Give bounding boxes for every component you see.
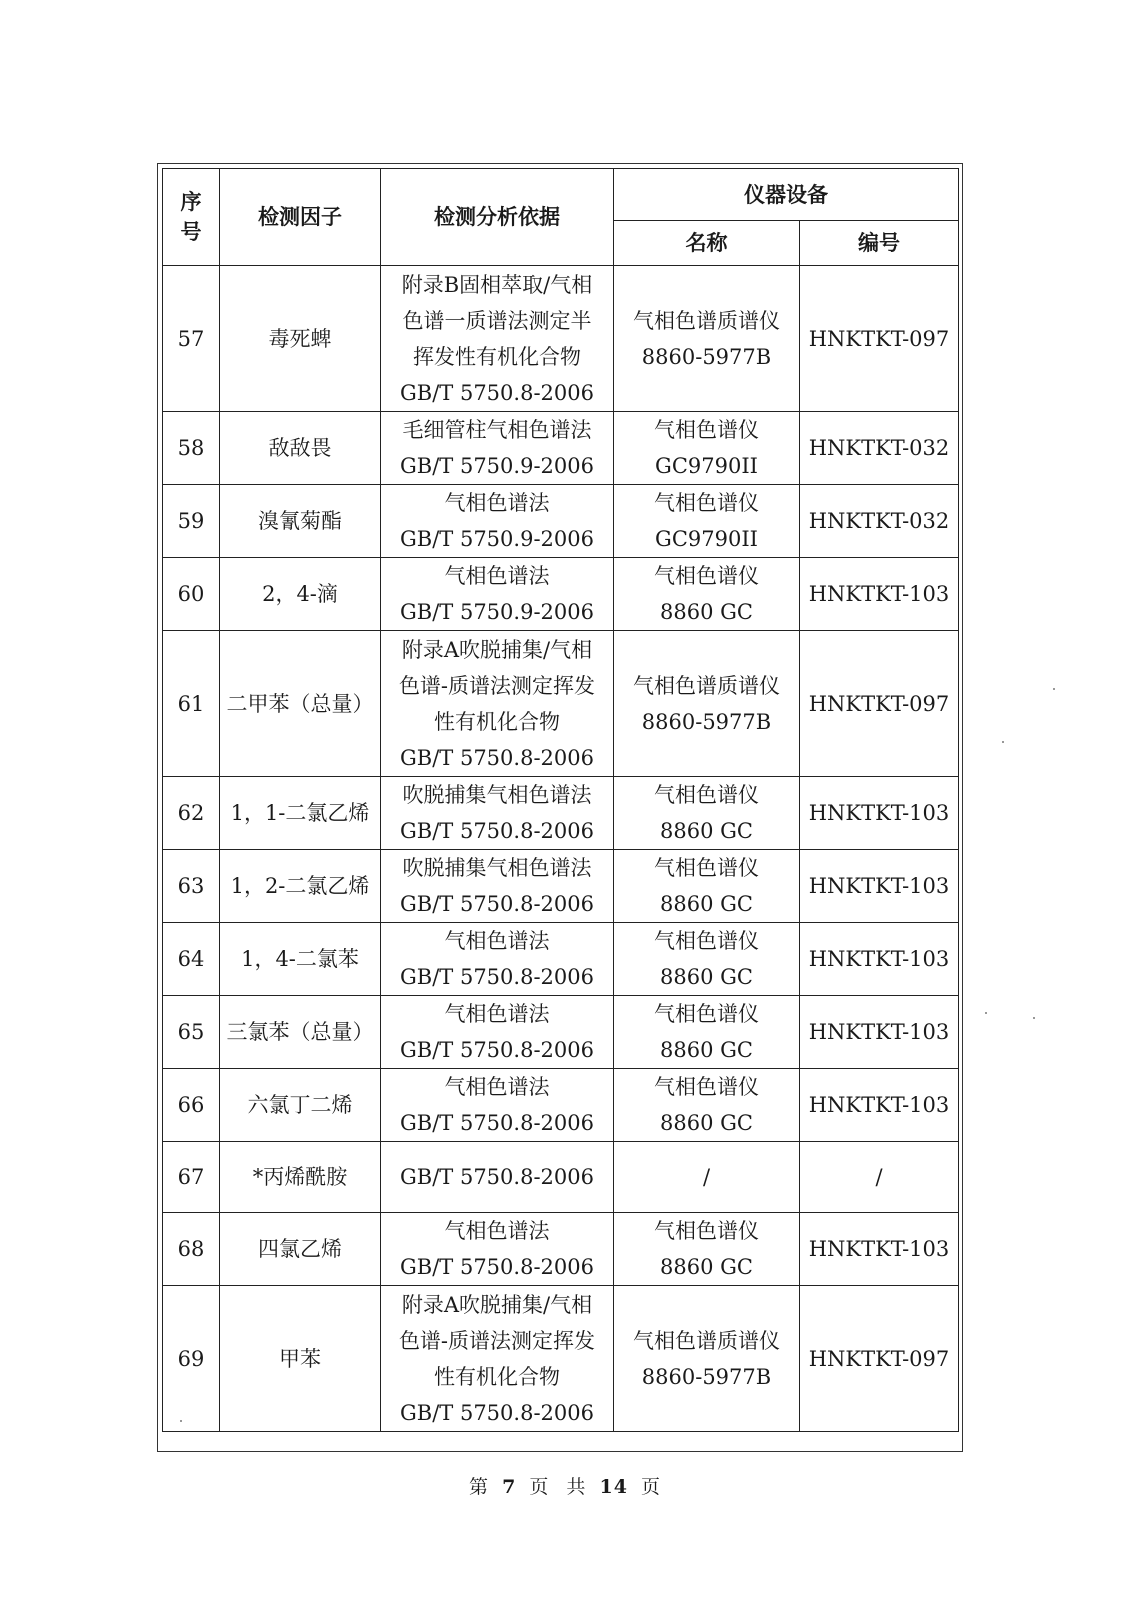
- scan-speck: [1053, 688, 1055, 690]
- cell-seq: 62: [163, 777, 220, 850]
- cell-seq: 60: [163, 558, 220, 631]
- cell-equipment-code: HNKTKT-097: [800, 1286, 959, 1432]
- cell-basis: [381, 1069, 614, 1142]
- cell-equipment-name-line: 气相色谱仪: [654, 1219, 759, 1243]
- cell-equipment-name-line: 8860 GC: [660, 965, 753, 989]
- detection-table: [162, 168, 959, 1432]
- cell-seq: 58: [163, 412, 220, 485]
- cell-basis: [381, 777, 614, 850]
- cell-equipment-code: HNKTKT-097: [800, 631, 959, 777]
- cell-basis-line: GB/T 5750.8-2006: [400, 1165, 594, 1189]
- cell-basis-line: 附录A吹脱捕集/气相: [401, 637, 593, 662]
- table-row: [163, 1142, 959, 1213]
- cell-seq: 57: [163, 266, 220, 412]
- cell-equipment-name-line: 8860-5977B: [641, 709, 772, 734]
- table-row: [163, 558, 959, 631]
- cell-basis-line: 挥发性有机化合物: [413, 344, 581, 369]
- cell-basis-line: 色谱-质谱法测定挥发: [398, 1328, 596, 1353]
- header-name: 名称: [614, 221, 800, 266]
- cell-basis-line: 吹脱捕集气相色谱法: [402, 856, 592, 880]
- cell-factor: 四氯乙烯: [220, 1213, 381, 1286]
- scan-speck: [985, 1012, 987, 1014]
- cell-basis-line: GB/T 5750.8-2006: [400, 1400, 594, 1425]
- table-row: [163, 631, 959, 777]
- scan-speck: [180, 1420, 182, 1422]
- cell-equipment-name-line: 8860 GC: [660, 892, 753, 916]
- cell-equipment-name-line: 气相色谱仪: [654, 856, 759, 880]
- cell-basis-line: 附录B固相萃取/气相: [401, 272, 593, 297]
- cell-equipment-name: [614, 412, 800, 485]
- cell-basis-line: 吹脱捕集气相色谱法: [402, 783, 592, 807]
- cell-equipment-code: HNKTKT-103: [800, 1213, 959, 1286]
- cell-basis-line: 色谱-质谱法测定挥发: [398, 673, 596, 698]
- cell-equipment-name-line: 气相色谱质谱仪: [633, 1328, 780, 1353]
- cell-equipment-name-line: 8860-5977B: [641, 1364, 772, 1389]
- cell-factor: 1，1-二氯乙烯: [220, 777, 381, 850]
- cell-equipment-name-line: 气相色谱仪: [654, 491, 759, 515]
- footer-page-number: 7: [502, 1476, 517, 1498]
- cell-equipment-name-line: /: [702, 1165, 711, 1189]
- cell-equipment-code: HNKTKT-032: [800, 412, 959, 485]
- cell-equipment-name-line: GC9790II: [655, 454, 758, 478]
- cell-seq: 65: [163, 996, 220, 1069]
- table-row: [163, 850, 959, 923]
- cell-factor: 1，4-二氯苯: [220, 923, 381, 996]
- cell-equipment-name-line: 8860 GC: [660, 600, 753, 624]
- cell-equipment-name: [614, 1286, 800, 1432]
- cell-basis: [381, 923, 614, 996]
- cell-factor: 溴氰菊酯: [220, 485, 381, 558]
- cell-basis: [381, 485, 614, 558]
- cell-equipment-code: HNKTKT-103: [800, 923, 959, 996]
- cell-seq: 68: [163, 1213, 220, 1286]
- cell-basis-line: 气相色谱法: [444, 929, 550, 953]
- cell-seq: 61: [163, 631, 220, 777]
- cell-equipment-code: HNKTKT-103: [800, 777, 959, 850]
- cell-factor: 1，2-二氯乙烯: [220, 850, 381, 923]
- cell-seq: 59: [163, 485, 220, 558]
- cell-seq: 69: [163, 1286, 220, 1432]
- cell-equipment-name: [614, 1142, 800, 1213]
- cell-equipment-name: [614, 923, 800, 996]
- cell-equipment-name-line: 气相色谱仪: [654, 418, 759, 442]
- cell-basis-line: 性有机化合物: [434, 709, 560, 734]
- footer-mid1: 页: [529, 1476, 550, 1498]
- cell-equipment-name-line: 气相色谱仪: [654, 783, 759, 807]
- table-row: [163, 412, 959, 485]
- cell-equipment-name-line: 8860 GC: [660, 1038, 753, 1062]
- cell-equipment-name: [614, 485, 800, 558]
- cell-basis: [381, 1286, 614, 1432]
- cell-basis-line: 气相色谱法: [444, 491, 550, 515]
- table-row: [163, 1069, 959, 1142]
- cell-basis: [381, 266, 614, 412]
- cell-factor: 六氯丁二烯: [220, 1069, 381, 1142]
- table-body: [163, 266, 959, 1432]
- table-row: [163, 777, 959, 850]
- cell-seq: 64: [163, 923, 220, 996]
- table-row: [163, 996, 959, 1069]
- cell-equipment-name-line: 8860 GC: [660, 1255, 753, 1279]
- cell-seq: 67: [163, 1142, 220, 1213]
- table-row: [163, 485, 959, 558]
- cell-basis-line: 附录A吹脱捕集/气相: [401, 1292, 593, 1317]
- table-row: [163, 266, 959, 412]
- footer-suffix: 页: [640, 1476, 661, 1498]
- cell-basis: [381, 996, 614, 1069]
- cell-basis-line: GB/T 5750.9-2006: [400, 527, 594, 551]
- cell-basis: [381, 850, 614, 923]
- cell-equipment-code: HNKTKT-032: [800, 485, 959, 558]
- cell-factor: 毒死蜱: [220, 266, 381, 412]
- footer-prefix: 第: [469, 1476, 490, 1498]
- cell-basis-line: GB/T 5750.8-2006: [400, 1255, 594, 1279]
- cell-equipment-name: [614, 266, 800, 412]
- cell-equipment-name-line: 8860 GC: [660, 1111, 753, 1135]
- cell-equipment-name: [614, 996, 800, 1069]
- cell-factor: 敌敌畏: [220, 412, 381, 485]
- cell-basis-line: 气相色谱法: [444, 1075, 550, 1099]
- cell-factor: 二甲苯（总量）: [220, 631, 381, 777]
- cell-basis-line: 性有机化合物: [434, 1364, 560, 1389]
- cell-basis-line: GB/T 5750.8-2006: [400, 892, 594, 916]
- cell-basis-line: GB/T 5750.8-2006: [400, 965, 594, 989]
- cell-equipment-name: [614, 850, 800, 923]
- header-seq: 序号: [163, 169, 220, 266]
- cell-equipment-name-line: 气相色谱仪: [654, 564, 759, 588]
- header-basis: 检测分析依据: [381, 169, 614, 266]
- cell-basis-line: 气相色谱法: [444, 1002, 550, 1026]
- cell-basis-line: GB/T 5750.8-2006: [400, 380, 594, 405]
- scan-speck: [1002, 741, 1004, 743]
- header-factor: 检测因子: [220, 169, 381, 266]
- cell-basis-line: 色谱一质谱法测定半: [402, 308, 592, 333]
- cell-basis-line: 气相色谱法: [444, 564, 550, 588]
- cell-basis: [381, 1142, 614, 1213]
- cell-basis: [381, 412, 614, 485]
- cell-factor: 2，4-滴: [220, 558, 381, 631]
- cell-equipment-code: HNKTKT-103: [800, 1069, 959, 1142]
- cell-basis-line: GB/T 5750.8-2006: [400, 1038, 594, 1062]
- cell-equipment-code: HNKTKT-097: [800, 266, 959, 412]
- page-footer: [0, 1472, 1130, 1499]
- cell-basis-line: GB/T 5750.8-2006: [400, 1111, 594, 1135]
- cell-basis: [381, 1213, 614, 1286]
- cell-equipment-name: [614, 777, 800, 850]
- cell-basis-line: GB/T 5750.8-2006: [400, 819, 594, 843]
- cell-basis-line: GB/T 5750.8-2006: [400, 745, 594, 770]
- cell-equipment-name: [614, 1213, 800, 1286]
- cell-equipment-name: [614, 631, 800, 777]
- cell-basis: [381, 631, 614, 777]
- table-row: [163, 923, 959, 996]
- table-row: [163, 1286, 959, 1432]
- footer-mid2: 共: [566, 1476, 587, 1498]
- cell-equipment-name-line: 气相色谱仪: [654, 1075, 759, 1099]
- scan-speck: [1033, 1017, 1035, 1019]
- cell-seq: 63: [163, 850, 220, 923]
- cell-equipment-name-line: 气相色谱仪: [654, 929, 759, 953]
- cell-factor: *丙烯酰胺: [220, 1142, 381, 1213]
- cell-equipment-code: HNKTKT-103: [800, 558, 959, 631]
- cell-factor: 三氯苯（总量）: [220, 996, 381, 1069]
- cell-equipment-name-line: 气相色谱质谱仪: [633, 673, 780, 698]
- footer-total-pages: 14: [599, 1476, 628, 1498]
- cell-seq: 66: [163, 1069, 220, 1142]
- cell-equipment-name: [614, 558, 800, 631]
- cell-equipment-name-line: 气相色谱质谱仪: [633, 308, 780, 333]
- cell-equipment-code: /: [800, 1142, 959, 1213]
- cell-basis-line: GB/T 5750.9-2006: [400, 454, 594, 478]
- cell-equipment-name: [614, 1069, 800, 1142]
- cell-equipment-code: HNKTKT-103: [800, 996, 959, 1069]
- header-code: 编号: [800, 221, 959, 266]
- cell-equipment-name-line: 8860 GC: [660, 819, 753, 843]
- cell-factor: 甲苯: [220, 1286, 381, 1432]
- cell-basis-line: 气相色谱法: [444, 1219, 550, 1243]
- cell-equipment-name-line: 8860-5977B: [641, 344, 772, 369]
- header-equipment: 仪器设备: [614, 169, 959, 221]
- cell-equipment-name-line: 气相色谱仪: [654, 1002, 759, 1026]
- cell-basis-line: 毛细管柱气相色谱法: [402, 418, 592, 442]
- cell-basis: [381, 558, 614, 631]
- cell-equipment-name-line: GC9790II: [655, 527, 758, 551]
- cell-basis-line: GB/T 5750.9-2006: [400, 600, 594, 624]
- cell-equipment-code: HNKTKT-103: [800, 850, 959, 923]
- table-row: [163, 1213, 959, 1286]
